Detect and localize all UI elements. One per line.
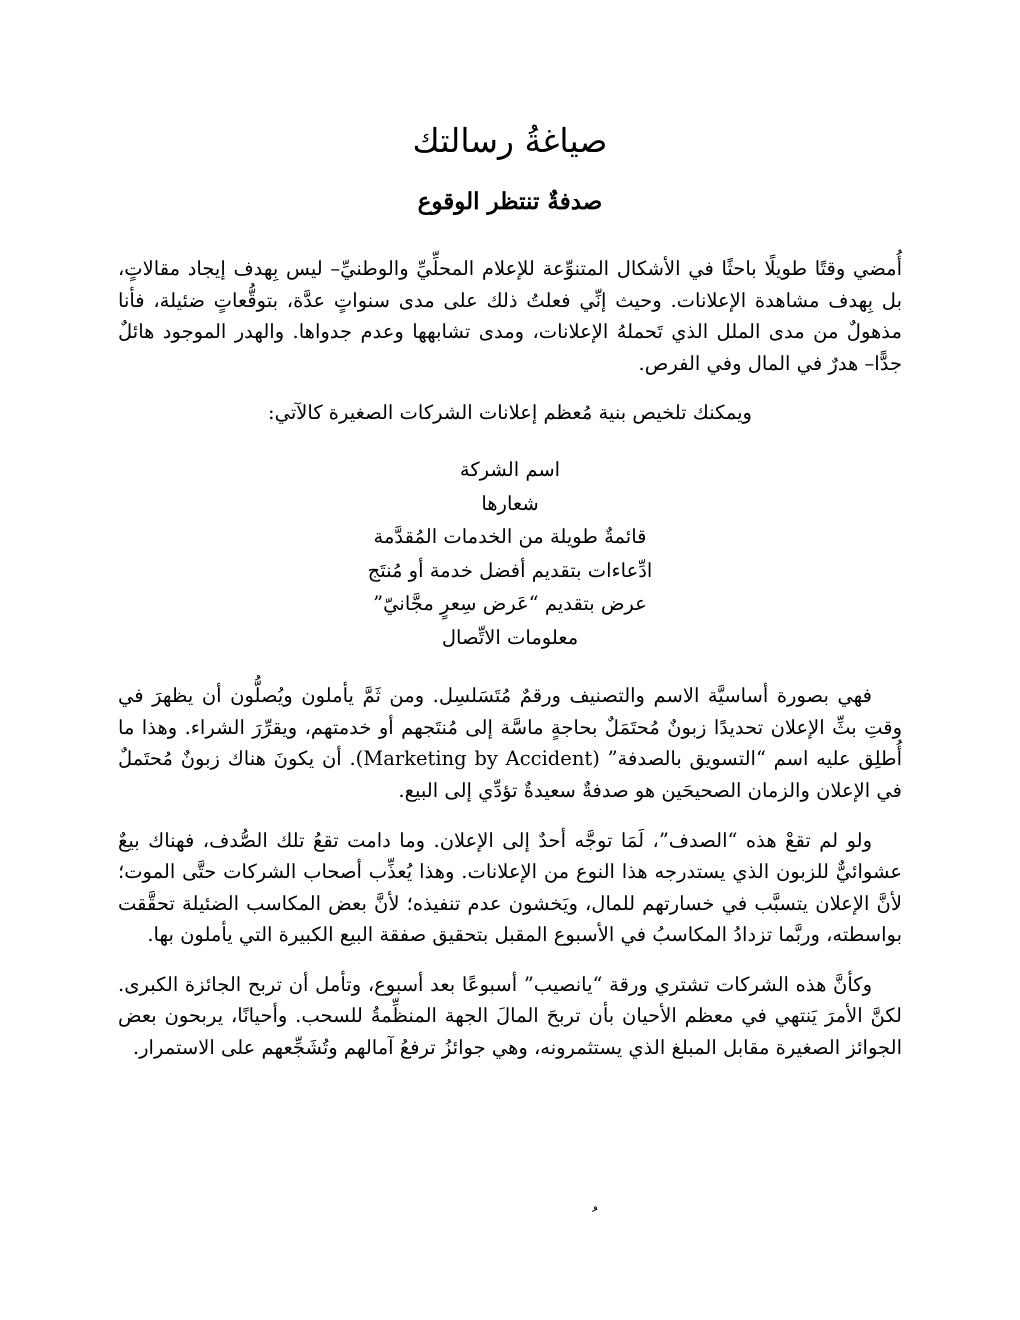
list-item: اسم الشركة: [459, 458, 561, 482]
list-item: قائمةٌ طويلة من الخدمات المُقدَّمة: [373, 525, 647, 549]
paragraph-2: ويمكنك تلخيص بنية مُعظم إعلانات الشركات الصغيرة كالآتي:: [268, 401, 752, 425]
list-item: معلومات الاتِّصال: [441, 625, 579, 649]
list-item: ادِّعاءات بتقديم أفضل خدمة أو مُنتَج: [367, 558, 653, 582]
page-title: صياغةُ رسالتك: [412, 121, 608, 160]
page-subtitle: صدفةٌ تنتظر الوقوع: [417, 188, 603, 216]
paragraph-5: وكأنَّ هذه الشركات تشتري ورقة “يانصيب” أسبوعًا بعد أسبوع، وتأمل أن تربح الجائزة الكبرى. لكنَّ الأمرَ يَنتهي في معظم الأحيان بأن تربحَ المالَ الجهة المنظِّمةُ للسحب. وأحيانًا، يربحون بعض الجوائز الصغيرة مقابل المبلغ الذي يستثمرونه، وهي جوائزُ ترفعُ آمالهم وتُشَجِّعهم على الاستمرار.: [118, 972, 902, 1059]
paragraph-3: فهي بصورة أساسيَّة الاسم والتصنيف ورقمٌ مُتَسَلسِل. ومن ثَمَّ يأملون ويُصلُّون أن يظهرَ في وقتِ بثِّ الإعلان تحديدًا زبونٌ مُحتَمَلٌ بحاجةٍ ماسَّة إلى مُنتَجهم أو خدمتهم، ويقرِّرَ الشراء. وهذا ما أُطلِق عليه اسم “التسويق بالصدفة” (Marketing by Accident). أن يكونَ هناك زبونٌ مُحتَملٌ في الإعلان والزمان الصحيحَين هو صدفةٌ سعيدةٌ تؤدِّي إلى البيع.: [118, 684, 902, 802]
list-item: شعارها: [481, 491, 539, 515]
list-item: عرض بتقديم “عَرض سِعرٍ مجَّانيّ”: [373, 592, 647, 616]
paragraph-1: أُمضي وقتًا طويلًا باحثًا في الأشكال المتنوِّعة للإعلام المحلِّيِّ والوطنيِّ– ليس بِهدف إيجاد مقالاتٍ، بل بِهدف مشاهدة الإعلانات. وحيث إنِّي فعلتُ ذلك على مدى سنواتٍ عدَّة، بتوقُّعاتٍ ضئيلة، فأنا مذهولٌ من مدى الملل الذي تَحملهُ الإعلانات، ومدى تشابهها وعدم جدواها. والهدر الموجود هائلٌ جدًّا– هدرٌ في المال وفي الفرص.: [118, 257, 902, 375]
services-list: [118, 453, 902, 654]
paragraph-4: ولو لم تقعْ هذه “الصدف”، لَمَا توجَّه أحدٌ إلى الإعلان. وما دامت تقعُ تلك الصُّدف، فهناك بيعٌ عشوائيٌّ للزبون الذي يستدرجه هذا النوع من الإعلانات. وهذا يُعذِّب أصحاب الشركات حتَّى الموت؛ لأنَّ الإعلان يتسبَّب في خسارتهم للمال، ويَخشون عدم تنفيذه؛ لأنَّ بعض المكاسب الضئيلة تحقَّقت بواسطته، وربَّما تزدادُ المكاسبُ في الأسبوع المقبل بتحقيق صفقة البيع الكبيرة التي يأملون بها.: [118, 828, 902, 947]
